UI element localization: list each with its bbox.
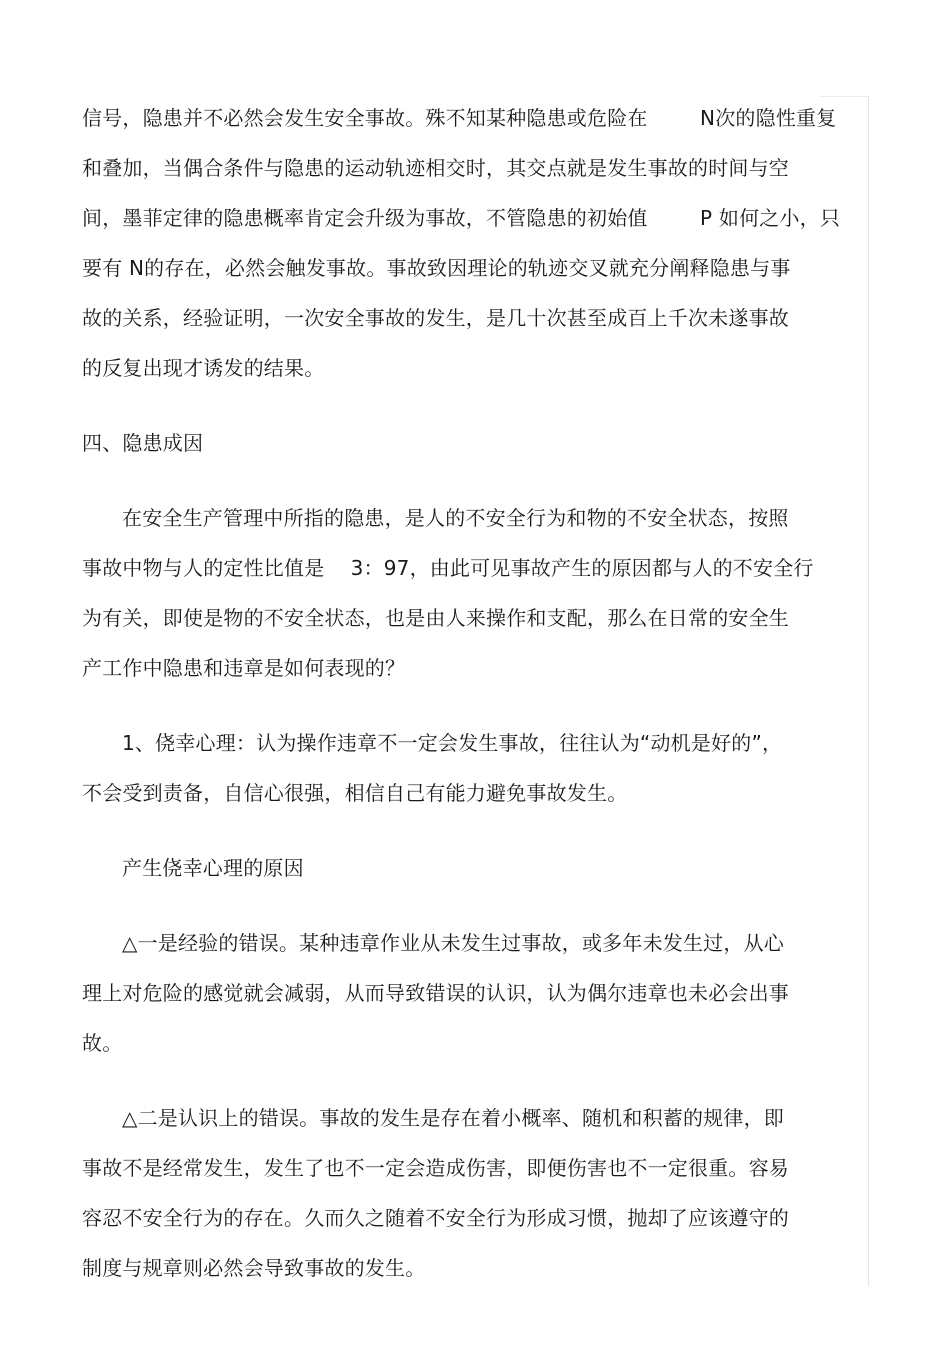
paragraph-line: 事故不是经常发生，发生了也不一定会造成伤害，即便伤害也不一定很重。容易	[82, 1156, 789, 1180]
paragraph-line: 信号，隐患并不必然会发生安全事故。殊不知某种隐患或危险在 N次的隐性重复	[82, 106, 837, 130]
page-right-edge	[868, 96, 869, 1286]
section-heading: 四、隐患成因	[82, 431, 204, 455]
paragraph-line: 容忍不安全行为的存在。久而久之随着不安全行为形成习惯，抛却了应该遵守的	[82, 1206, 789, 1230]
paragraph-line: △二是认识上的错误。事故的发生是存在着小概率、随机和积蓄的规律，即	[122, 1106, 784, 1130]
paragraph-line: 为有关，即使是物的不安全状态，也是由人来操作和支配，那么在日常的安全生	[82, 606, 789, 630]
paragraph-line: 和叠加，当偶合条件与隐患的运动轨迹相交时，其交点就是发生事故的时间与空	[82, 156, 789, 180]
paragraph-line: 间，墨菲定律的隐患概率肯定会升级为事故，不管隐患的初始值 P 如何之小，只	[82, 206, 841, 230]
paragraph-line: 故的关系，经验证明，一次安全事故的发生，是几十次甚至成百上千次未遂事故	[82, 306, 789, 330]
paragraph-line: 故。	[82, 1031, 123, 1055]
paragraph-line: 的反复出现才诱发的结果。	[82, 356, 325, 380]
paragraph-line: 制度与规章则必然会导致事故的发生。	[82, 1256, 426, 1280]
subheading: 产生侥幸心理的原因	[122, 856, 304, 880]
paragraph-line: △一是经验的错误。某种违章作业从未发生过事故，或多年未发生过，从心	[122, 931, 784, 955]
paragraph-line: 理上对危险的感觉就会减弱，从而导致错误的认识，认为偶尔违章也未必会出事	[82, 981, 789, 1005]
page-top-edge	[820, 96, 868, 97]
paragraph-line: 在安全生产管理中所指的隐患，是人的不安全行为和物的不安全状态，按照	[122, 506, 789, 530]
paragraph-line: 不会受到责备，自信心很强，相信自己有能力避免事故发生。	[82, 781, 628, 805]
paragraph-line: 1、侥幸心理：认为操作违章不一定会发生事故，往往认为“动机是好的”，	[122, 731, 783, 755]
paragraph-line: 产工作中隐患和违章是如何表现的？	[82, 656, 406, 680]
paragraph-line: 事故中物与人的定性比值是 3：97，由此可见事故产生的原因都与人的不安全行	[82, 556, 814, 580]
paragraph-line: 要有 N的存在，必然会触发事故。事故致因理论的轨迹交叉就充分阐释隐患与事	[82, 256, 791, 280]
